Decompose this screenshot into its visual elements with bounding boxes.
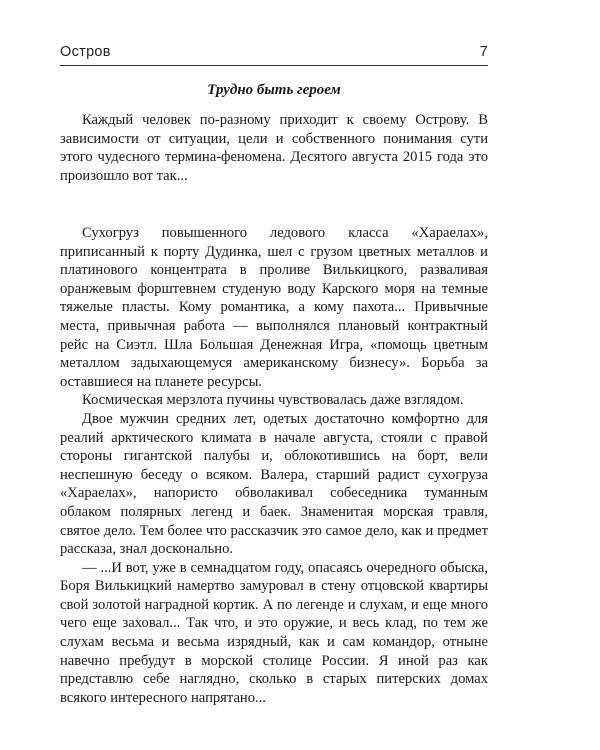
running-header — [60, 44, 488, 66]
header-rule — [60, 65, 488, 66]
intro-block — [60, 111, 488, 185]
paragraph: Двое мужчин средних лет, одетых достаточно комфортно для реалий арктического климата в начале августа, стояли с правой стороны гигантской палубы и, облокотившись на борт, вели неспешную беседу о всяком. Валера, старший радист сухогруза «Хараелах», напористо обволакивал собеседника туманным облаком полярных легенд и баек. Знаменитая морская травля, святое дело. Тем более что рассказчик это самое дело, как и предмет рассказа, знал досконально. — [60, 410, 488, 558]
main-text-block — [60, 224, 488, 707]
paragraph: — ...И вот, уже в семнадцатом году, опасаясь очередного обыска, Боря Вилькицкий намертво замуровал в стену отцовской квартиры свой золотой наградной кортик. А по легенде и слухам, и еще много чего еще заховал... Так что, и это оружие, и весь клад, по тем же слухам весьма и весьма изрядный, как и сам командор, отныне навечно пребудут в морской столице России. Я иной раз как представлю себе наглядно, сколько в старых питерских домах всякого интересного напрятано... — [60, 559, 488, 706]
intro-paragraph: Каждый человек по-разному приходит к своему Острову. В зависимости от ситуации, цели и собственного понимания сути этого чудесного термина-феномена. Десятого августа 2015 года это произошло вот так... — [60, 112, 488, 184]
paragraph: Космическая мерзлота пучины чувствовалась даже взглядом. — [82, 392, 464, 409]
chapter-title: Трудно быть героем — [207, 82, 341, 98]
page-number: 7 — [479, 44, 488, 60]
running-title: Остров — [60, 44, 111, 60]
paragraph: Сухогруз повышенного ледового класса «Хараелах», приписанный к порту Дудинка, шел с грузом цветных металлов и платинового концентрата в проливе Вилькицкого, разваливая оранжевым форштевнем студеную воду Карского моря на темные тяжелые пласты. Кому романтика, а кому пахота... Привычные места, привычная работа — выполнялся плановый контрактный рейс на Сиэтл. Шла Большая Денежная Игра, «помощь цветным металлом задыхающемуся американскому бизнесу». Борьба за оставшиеся на планете ресурсы. — [60, 225, 488, 390]
